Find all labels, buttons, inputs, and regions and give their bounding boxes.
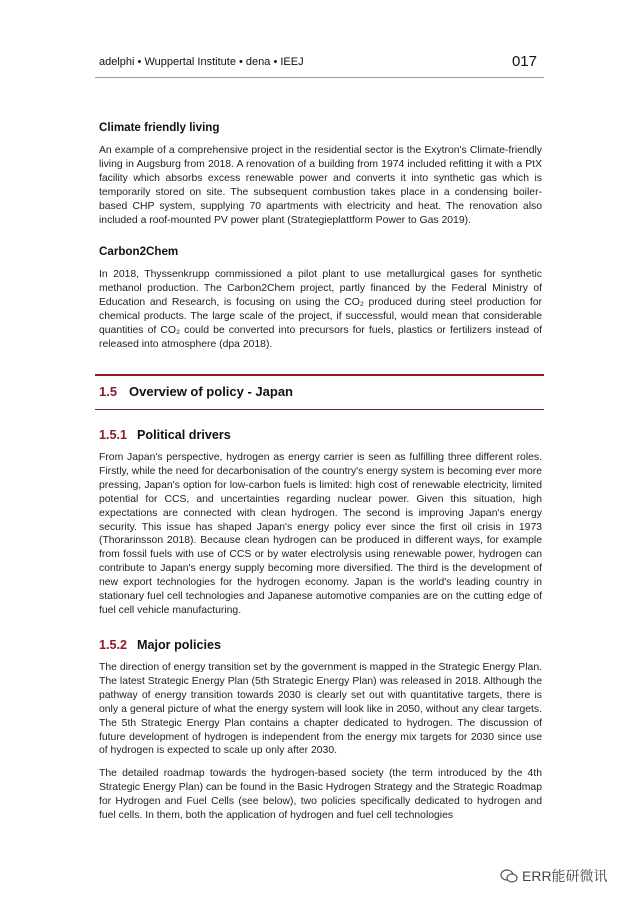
policies-heading bbox=[99, 638, 542, 652]
political-block bbox=[99, 451, 542, 618]
carbon2chem-heading: Carbon2Chem bbox=[99, 245, 179, 258]
section-rule-top bbox=[95, 374, 544, 376]
header-divider bbox=[95, 77, 544, 78]
section-heading bbox=[99, 384, 542, 399]
political-number: 1.5.1 bbox=[99, 428, 128, 442]
carbon2chem-paragraph: In 2018, Thyssenkrupp commissioned a pilot plant to use metallurgical gases for synthetic methanol production. The Carbon2Chem project, partly financed by the Federal Ministry of Education and Research, is focusing on using the CO₂ produced during steel production for chemical products. The large scale of the project, if successful, would mean that considerable quantities of CO₂ could be converted into precursors for fuels, plastics or fertilizers instead of released into atmosphere (dpa 2018). bbox=[99, 269, 542, 350]
carbon2chem-block bbox=[99, 245, 542, 351]
page-number: 017 bbox=[511, 53, 537, 70]
policies-title: Major policies bbox=[137, 638, 221, 652]
political-heading bbox=[99, 428, 542, 442]
watermark-text: ERR能研微讯 bbox=[522, 868, 608, 884]
climate-paragraph: An example of a comprehensive project in the residential sector is the Exytron's Climate-friendly living in Augsburg from 2018. A renovation of a building from 1974 included refitting it with a PtX facility which absorbs excess renewable power and converts it into synthetic gas which is temporarily stored on site. The subsequent combustion takes place in a condensing boiler-based CHP system, supplying 70 apartments with electricity and heat. The renovation also included a roof-mounted PV power plant (Strategieplattform Power to Gas 2019). bbox=[99, 145, 542, 226]
climate-block bbox=[99, 121, 542, 227]
political-title: Political drivers bbox=[137, 428, 231, 442]
policies-block bbox=[99, 661, 542, 823]
climate-heading: Climate friendly living bbox=[99, 121, 220, 134]
section-rule-bottom bbox=[95, 409, 544, 410]
policies-paragraph-2: The detailed roadmap towards the hydrogen-based society (the term introduced by the 4th Strategic Energy Plan) can be found in the Basic Hydrogen Strategy and the Strategic Roadmap for Hydrogen and Fuel Cells (see below), two policies specifically dedicated to hydrogen and fuel cells. In them, both the application of hydrogen and fuel cell technologies bbox=[99, 768, 542, 822]
page-header bbox=[99, 53, 539, 75]
section-number: 1.5 bbox=[99, 384, 118, 399]
political-paragraph: From Japan's perspective, hydrogen as energy carrier is seen as fulfilling three different roles. Firstly, while the need for decarbonisation of the country's energy system is becoming ever more pressing, Japan's option for low-carbon fuels is limited: high cost of renewable electricity, limited potential for CCS, and uncertainties regarding nuclear power. Given this situation, high expectations are connected with clean hydrogen. The second is improving Japan's energy security. This issue has shaped Japan's energy policy ever since the first oil crisis in 1973 (Thorarinsson 2018). Because clean hydrogen can be produced in different ways, for example from fossil fuels with use of CCS or by water electrolysis using renewable power, hydrogen can contribute to Japan's energy supply becoming more diversified. The third is the development of new export technologies for the hydrogen economy. Japan is the world's leading country in stationary fuel cell technologies and Japanese automotive companies are on the cutting edge of fuel cell vehicle manufacturing. bbox=[99, 452, 542, 616]
header-authors: adelphi • Wuppertal Institute • dena • IEEJ bbox=[99, 56, 304, 68]
policies-number: 1.5.2 bbox=[99, 638, 128, 652]
policies-paragraph-1: The direction of energy transition set by the government is mapped in the Strategic Energy Plan. The latest Strategic Energy Plan (5th Strategic Energy Plan) was released in 2018. Although the pathway of energy transition towards 2030 is clearly set out with quantitative targets, there is only a general picture of what the energy system will look like in 2050, without any clear targets. The 5th Strategic Energy Plan contains a chapter dedicated to hydrogen. The discussion of future development of hydrogen is independent from the energy mix targets for 2030 since use of hydrogen is expected to scale up only after 2030. bbox=[99, 662, 542, 757]
wechat-icon bbox=[500, 869, 518, 883]
section-title: Overview of policy - Japan bbox=[129, 384, 293, 399]
watermark bbox=[500, 866, 608, 886]
